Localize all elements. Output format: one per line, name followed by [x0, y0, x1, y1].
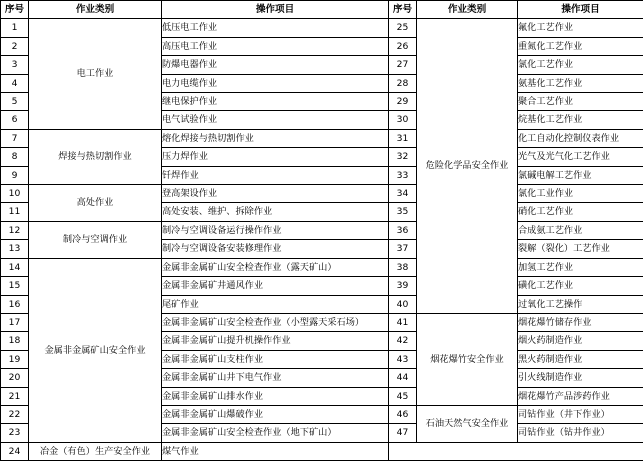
row-no: 39	[389, 277, 417, 295]
row-no: 30	[389, 111, 417, 129]
operation-item: 光气及光气化工艺作业	[518, 148, 643, 166]
operation-item: 烟花爆竹产品涉药作业	[518, 387, 643, 405]
operation-item: 氯化工业作业	[518, 185, 643, 203]
row-no: 15	[1, 277, 29, 295]
category-cell: 电工作业	[29, 19, 162, 129]
header-category-left: 作业类别	[29, 1, 162, 19]
row-no: 33	[389, 166, 417, 184]
category-cell: 焊接与热切割作业	[29, 129, 162, 184]
operation-item: 引火线制造作业	[518, 369, 643, 387]
category-cell: 冶金（有色）生产安全作业	[29, 442, 162, 460]
row-no: 19	[1, 350, 29, 368]
category-cell: 石油天然气安全作业	[417, 405, 518, 442]
operation-item: 煤气作业	[162, 442, 389, 460]
operation-item: 重氮化工艺作业	[518, 37, 643, 55]
empty-cell	[389, 442, 643, 460]
operation-item: 熔化焊接与热切割作业	[162, 129, 389, 147]
row-no: 41	[389, 313, 417, 331]
table-row	[1, 258, 643, 276]
operation-item: 低压电工作业	[162, 19, 389, 37]
operation-item: 电气试验作业	[162, 111, 389, 129]
row-no: 32	[389, 148, 417, 166]
operation-item: 氨基化工艺作业	[518, 74, 643, 92]
row-no: 26	[389, 37, 417, 55]
header-no-left: 序号	[1, 1, 29, 19]
table-row	[1, 221, 643, 239]
row-no: 9	[1, 166, 29, 184]
row-no: 14	[1, 258, 29, 276]
operation-item: 氯化工艺作业	[518, 56, 643, 74]
header-category-right: 作业类别	[417, 1, 518, 19]
operation-item: 制冷与空调设备安装修理作业	[162, 240, 389, 258]
operation-item: 烟花爆竹储存作业	[518, 313, 643, 331]
operation-item: 金属非金属矿山井下电气作业	[162, 369, 389, 387]
category-cell: 烟花爆竹安全作业	[417, 313, 518, 405]
operation-item: 金属非金属矿山排水作业	[162, 387, 389, 405]
operation-item: 高处安装、维护、拆除作业	[162, 203, 389, 221]
table-row	[1, 19, 643, 37]
operation-item: 氯碱电解工艺作业	[518, 166, 643, 184]
row-no: 40	[389, 295, 417, 313]
table-row	[1, 129, 643, 147]
row-no: 23	[1, 424, 29, 442]
operation-item: 金属非金属矿山安全检查作业（地下矿山）	[162, 424, 389, 442]
operation-item: 烷基化工艺作业	[518, 111, 643, 129]
row-no: 34	[389, 185, 417, 203]
category-cell: 金属非金属矿山安全作业	[29, 258, 162, 442]
operation-item: 烟火药制造作业	[518, 332, 643, 350]
row-no: 25	[389, 19, 417, 37]
operation-item: 继电保护作业	[162, 93, 389, 111]
row-no: 7	[1, 129, 29, 147]
row-no: 47	[389, 424, 417, 442]
category-cell: 危险化学品安全作业	[417, 19, 518, 314]
row-no: 8	[1, 148, 29, 166]
table-row	[1, 185, 643, 203]
row-no: 11	[1, 203, 29, 221]
row-no: 17	[1, 313, 29, 331]
row-no: 18	[1, 332, 29, 350]
operation-item: 金属非金属矿山安全检查作业（小型露天采石场）	[162, 313, 389, 331]
row-no: 12	[1, 221, 29, 239]
operation-item: 尾矿作业	[162, 295, 389, 313]
row-no: 44	[389, 369, 417, 387]
row-no: 24	[1, 442, 29, 460]
operation-item: 聚合工艺作业	[518, 93, 643, 111]
row-no: 13	[1, 240, 29, 258]
header-item-right: 操作项目	[518, 1, 643, 19]
row-no: 43	[389, 350, 417, 368]
row-no: 1	[1, 19, 29, 37]
row-no: 29	[389, 93, 417, 111]
row-no: 45	[389, 387, 417, 405]
operation-item: 钎焊作业	[162, 166, 389, 184]
operation-item: 硝化工艺作业	[518, 203, 643, 221]
row-no: 37	[389, 240, 417, 258]
row-no: 27	[389, 56, 417, 74]
row-no: 6	[1, 111, 29, 129]
row-no: 28	[389, 74, 417, 92]
operation-item: 合成氨工艺作业	[518, 221, 643, 239]
table-header-row	[1, 1, 643, 19]
row-no: 22	[1, 405, 29, 423]
row-no: 21	[1, 387, 29, 405]
row-no: 46	[389, 405, 417, 423]
row-no: 38	[389, 258, 417, 276]
row-no: 5	[1, 93, 29, 111]
operation-item: 登高架设作业	[162, 185, 389, 203]
operation-item: 防爆电器作业	[162, 56, 389, 74]
operation-item: 金属非金属矿山爆破作业	[162, 405, 389, 423]
row-no: 31	[389, 129, 417, 147]
row-no: 16	[1, 295, 29, 313]
row-no: 20	[1, 369, 29, 387]
row-no: 35	[389, 203, 417, 221]
category-cell: 高处作业	[29, 185, 162, 222]
table-row	[1, 442, 643, 460]
row-no: 10	[1, 185, 29, 203]
operation-item: 金属非金属矿山提升机操作作业	[162, 332, 389, 350]
operation-item: 氟化工艺作业	[518, 19, 643, 37]
header-no-right: 序号	[389, 1, 417, 19]
operation-item: 化工自动化控制仪表作业	[518, 129, 643, 147]
operation-item: 金属非金属矿山支柱作业	[162, 350, 389, 368]
operation-item: 司钻作业（井下作业）	[518, 405, 643, 423]
operation-item: 高压电工作业	[162, 37, 389, 55]
operation-item: 过氧化工艺操作	[518, 295, 643, 313]
operation-item: 磺化工艺作业	[518, 277, 643, 295]
row-no: 3	[1, 56, 29, 74]
operation-item: 加氢工艺作业	[518, 258, 643, 276]
category-cell: 制冷与空调作业	[29, 221, 162, 258]
operation-item: 电力电缆作业	[162, 74, 389, 92]
row-no: 4	[1, 74, 29, 92]
operation-item: 黑火药制造作业	[518, 350, 643, 368]
operation-item: 裂解（裂化）工艺作业	[518, 240, 643, 258]
operation-item: 制冷与空调设备运行操作作业	[162, 221, 389, 239]
header-item-left: 操作项目	[162, 1, 389, 19]
operation-item: 司钻作业（钻井作业）	[518, 424, 643, 442]
row-no: 2	[1, 37, 29, 55]
row-no: 36	[389, 221, 417, 239]
operation-item: 金属非金属矿山安全检查作业（露天矿山）	[162, 258, 389, 276]
operation-item: 压力焊作业	[162, 148, 389, 166]
row-no: 42	[389, 332, 417, 350]
operation-item: 金属非金属矿井通风作业	[162, 277, 389, 295]
